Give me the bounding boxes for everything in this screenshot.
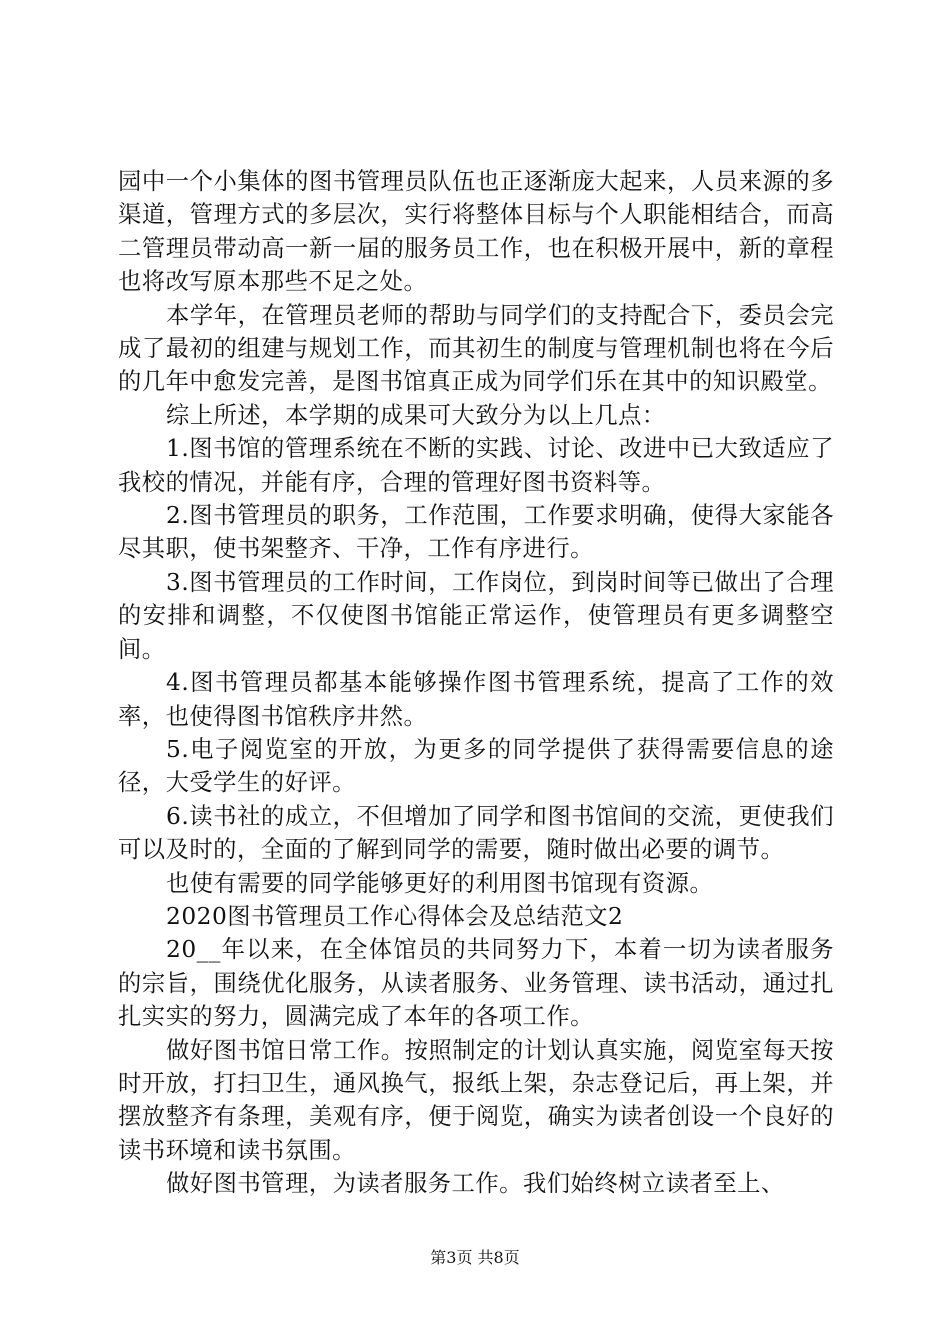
document-body — [118, 165, 834, 1201]
page-number-label: 第3页 共8页 — [430, 1248, 520, 1267]
section-title: 2020图书管理员工作心得体会及总结范文2 — [166, 902, 624, 930]
list-item: 3.图书管理员的工作时间，工作岗位，到岗时间等已做出了合理的安排和调整，不仅使图书馆能正常运作，使管理员有更多调整空间。 — [118, 568, 834, 663]
paragraph: 做好图书管理，为读者服务工作。我们始终树立读者至上、 — [166, 1170, 785, 1198]
paragraph-summary-intro: 综上所述，本学期的成果可大致分为以上几点： — [166, 401, 666, 429]
list-item: 1.图书馆的管理系统在不断的实践、讨论、改进中已大致适应了我校的情况，并能有序，合理的管理好图书资料等。 — [118, 435, 834, 496]
paragraph: 做好图书馆日常工作。按照制定的计划认真实施，阅览室每天按时开放，打扫卫生，通风换气，报纸上架，杂志登记后，再上架，并摆放整齐有条理，美观有序，便于阅览，确实为读者创设一个良好的读书环境和读书氛围。 — [118, 1036, 834, 1164]
page-footer — [0, 1248, 950, 1268]
paragraph: 本学年，在管理员老师的帮助与同学们的支持配合下，委员会完成了最初的组建与规划工作，而其初生的制度与管理机制也将在今后的几年中愈发完善，是图书馆真正成为同学们乐在其中的知识殿堂。 — [118, 301, 834, 396]
paragraph: 也使有需要的同学能够更好的利用图书馆现有资源。 — [166, 869, 714, 897]
list-item: 6.读书社的成立，不但增加了同学和图书馆间的交流，更使我们可以及时的，全面的了解到同学的需要，随时做出必要的调节。 — [118, 802, 834, 864]
list-item: 5.电子阅览室的开放，为更多的同学提供了获得需要信息的途径，大受学生的好评。 — [118, 735, 834, 797]
list-item: 2.图书管理员的职务，工作范围，工作要求明确，使得大家能各尽其职，使书架整齐、干净，工作有序进行。 — [118, 502, 834, 563]
list-item: 4.图书管理员都基本能够操作图书管理系统，提高了工作的效率，也使得图书馆秩序井然。 — [118, 669, 834, 730]
paragraph: 20__年以来，在全体馆员的共同努力下，本着一切为读者服务的宗旨，围绕优化服务，从读者服务、业务管理、读书活动，通过扎扎实实的努力，圆满完成了本年的各项工作。 — [118, 936, 834, 1031]
paragraph-continuation: 园中一个小集体的图书管理员队伍也正逐渐庞大起来，人员来源的多渠道，管理方式的多层次，实行将整体目标与个人职能相结合，而高二管理员带动高一新一届的服务员工作，也在积极开展中，新的章程也将改写原本那些不足之处。 — [118, 168, 834, 296]
